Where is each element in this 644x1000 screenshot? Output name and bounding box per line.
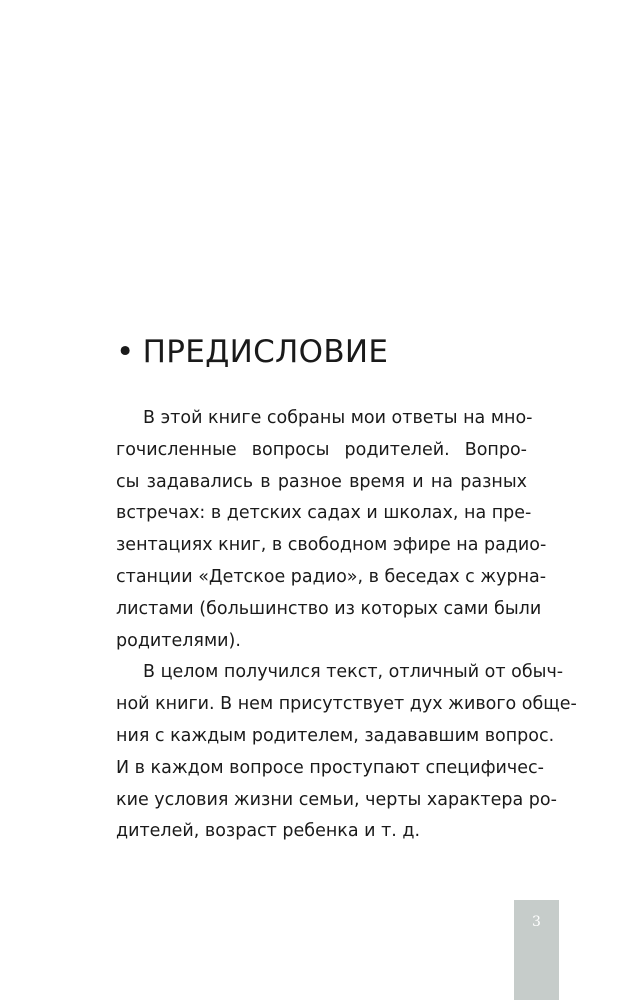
- heading-title: ПРЕДИСЛОВИЕ: [142, 334, 389, 370]
- text-line: сы задавались в разное время и на разных: [116, 471, 527, 492]
- text-line: ной книги. В нем присутствует дух живого обще-: [116, 694, 577, 715]
- page-number: 3: [532, 914, 541, 930]
- paragraph-2: [116, 657, 577, 848]
- text-line: ния с каждым родителем, задававшим вопрос.: [116, 725, 555, 746]
- text-line: станции «Детское радио», в беседах с журна-: [116, 566, 547, 587]
- text-line: В этой книге собраны мои ответы на мно-: [143, 408, 533, 428]
- heading-bullet: •: [116, 334, 135, 370]
- text-line: В целом получился текст, отличный от обыч-: [143, 662, 564, 683]
- text-line: листами (большинство из которых сами были: [116, 598, 542, 619]
- text-line: гочисленные вопросы родителей. Вопро-: [116, 439, 527, 460]
- body-text: [116, 403, 577, 848]
- text-line: встречах: в детских садах и школах, на пре-: [116, 503, 532, 524]
- paragraph-1: [116, 403, 547, 657]
- text-line: дителей, возраст ребенка и т. д.: [116, 821, 421, 842]
- text-line: родителями).: [116, 630, 241, 651]
- chapter-heading: [116, 334, 388, 370]
- page-number-tab: [514, 900, 559, 1000]
- text-line: зентациях книг, в свободном эфире на радио-: [116, 535, 547, 556]
- text-line: И в каждом вопросе проступают специфичес-: [116, 757, 544, 778]
- text-line: кие условия жизни семьи, черты характера ро-: [116, 789, 557, 810]
